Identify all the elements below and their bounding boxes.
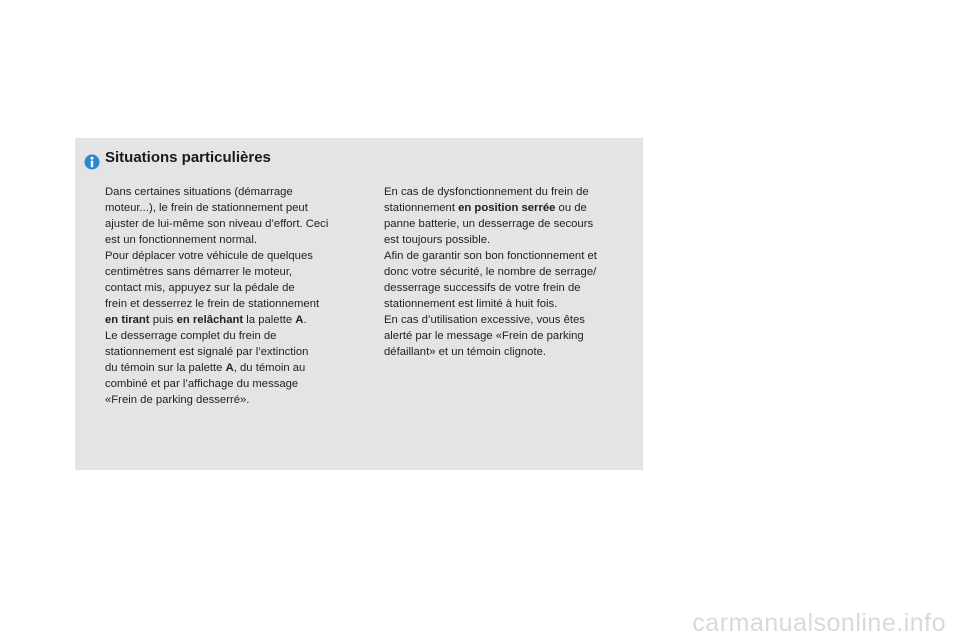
- text-fragment: ou de: [555, 202, 587, 214]
- info-icon: [84, 154, 100, 170]
- text-fragment: la palette: [243, 314, 296, 326]
- text-line: moteur...), le frein de stationnement peut: [105, 202, 308, 214]
- info-box: [75, 138, 643, 470]
- text-fragment: .: [303, 314, 307, 326]
- text-line: Le desserrage complet du frein de: [105, 330, 277, 342]
- text-line: contact mis, appuyez sur la pédale de: [105, 282, 295, 294]
- bold-text: A: [225, 362, 234, 374]
- text-line: desserrage successifs de votre frein de: [384, 282, 581, 294]
- text-fragment: du témoin sur la palette: [105, 362, 226, 374]
- text-line: combiné et par l’affichage du message: [105, 378, 299, 390]
- text-line: ajuster de lui-même son niveau d’effort. Ceci: [105, 218, 329, 230]
- text-line: alerté par le message «Frein de parking: [384, 330, 584, 342]
- bold-text: en relâchant: [176, 314, 244, 326]
- text-line: est un fonctionnement normal.: [105, 234, 257, 246]
- text-line: centimètres sans démarrer le moteur,: [105, 266, 293, 278]
- text-line: «Frein de parking desserré».: [105, 394, 250, 406]
- section-title: Situations particulières: [105, 149, 271, 166]
- text-line: défaillant» et un témoin clignote.: [384, 346, 547, 358]
- text-line: [105, 360, 355, 376]
- text-line: En cas de dysfonctionnement du frein de: [384, 186, 589, 198]
- bold-text: en tirant: [105, 314, 150, 326]
- bold-text: en position serrée: [458, 202, 556, 214]
- right-column: [384, 184, 634, 360]
- watermark: carmanualsonline.info: [692, 609, 946, 637]
- text-fragment: , du témoin au: [233, 362, 306, 374]
- left-column: [105, 184, 355, 408]
- text-line: [384, 200, 634, 216]
- bold-text: A: [295, 314, 304, 326]
- text-line: Pour déplacer votre véhicule de quelques: [105, 250, 313, 262]
- text-line: frein et desserrez le frein de stationnement: [105, 298, 320, 310]
- text-line: [105, 312, 355, 328]
- text-line: est toujours possible.: [384, 234, 491, 246]
- text-line: donc votre sécurité, le nombre de serrage/: [384, 266, 597, 278]
- text-line: panne batterie, un desserrage de secours: [384, 218, 594, 230]
- text-line: Dans certaines situations (démarrage: [105, 186, 293, 198]
- text-line: stationnement est signalé par l’extinction: [105, 346, 309, 358]
- text-fragment: puis: [149, 314, 177, 326]
- text-fragment: stationnement: [384, 202, 459, 214]
- text-line: En cas d’utilisation excessive, vous êtes: [384, 314, 585, 326]
- text-line: stationnement est limité à huit fois.: [384, 298, 558, 310]
- text-line: Afin de garantir son bon fonctionnement et: [384, 250, 597, 262]
